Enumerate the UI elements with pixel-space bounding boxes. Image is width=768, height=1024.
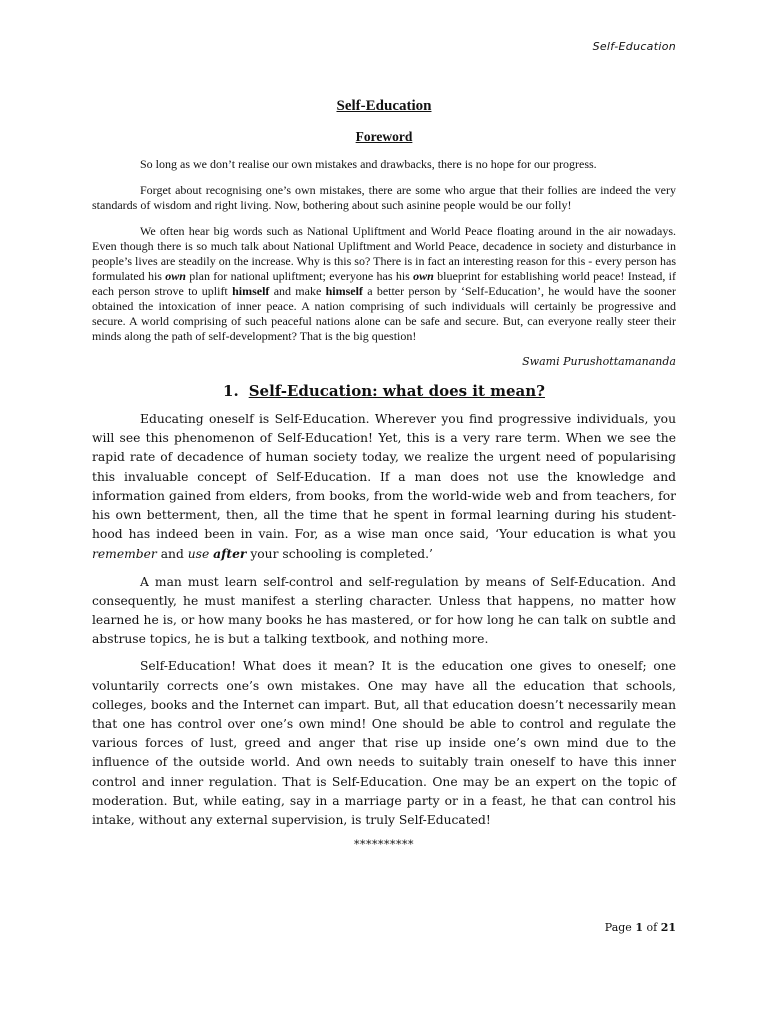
section-1-heading [92,382,676,400]
running-header: Self-Education [592,40,676,53]
foreword-signature: Swami Purushottamananda [522,355,676,368]
section-1-paragraph-3: Self-Education! What does it mean? It is the education one gives to oneself; one voluntarily corrects one’s own mistakes. One may have all the education that schools, colleges, books and the Internet can impart. But, all that education doesn’t necessarily mean that one has control over one’s own mind! One should be able to control and regulate the various forces of lust, greed and anger that rise up inside one’s own mind due to the influence of the outside world. And own needs to suitably train oneself to have this inner control and inner regulation. That is Self-Education. One may be an expert on the topic of moderation. But, while eating, say in a marriage party or in a feast, he that can control his intake, without any external supervision, is truly Self-Educated! [92,659,676,828]
foreword-paragraph-2: Forget about recognising one’s own mistakes, there are some who argue that their follies are indeed the very standards of wisdom and right living. Now, bothering about such asinine people would be our folly! [92,183,676,212]
section-1-paragraph-1: Educating oneself is Self-Education. Wherever you find progressive individuals, you will see this phenomenon of Self-Education! Yet, this is a very rare term. When we see the rapid rate of decadence of human society today, we realize the urgent need of popularising this invaluable concept of Self-Education. If a man does not use the knowledge and information gained from elders, from books, from the world-wide web and from teachers, for his own betterment, then, all the time that he spent in formal learning during his student-hood has indeed been in vain. For, as a wise man once said, ‘Your education is what you remember and use after your schooling is completed.’ [92,412,676,562]
foreword-heading: Foreword [355,129,413,144]
section-1-paragraph-2: A man must learn self-control and self-regulation by means of Self-Education. And consequently, he must manifest a sterling character. Unless that happens, no matter how learned he is, or how many books he has mastered, or for how long he can talk on subtle and abstruse topics, he is but a talking textbook, and nothing more. [92,574,676,647]
section-1-number: 1. [223,382,239,400]
page-number-footer: Page 1 of 21 [604,921,676,934]
foreword-paragraph-1: So long as we don’t realise our own mistakes and drawbacks, there is no hope for our progress. [140,157,597,171]
document-title: Self-Education [336,98,432,114]
section-1-title: Self-Education: what does it mean? [248,382,545,400]
section-separator: ********** [354,838,414,852]
foreword-paragraph-3: We often hear big words such as National Upliftment and World Peace floating around in the air nowadays. Even though there is so much talk about National Upliftment and World Peace, decadence in society and disturbance in people’s lives are steadily on the increase. Why is this so? There is in fact an interesting reason for this - every person has formulated his own plan for national upliftment; everyone has his own blueprint for establishing world peace! Instead, if each person strove to uplift himself and make himself a better person by ‘Self-Education’, he would have the sooner obtained the intoxication of inner peace. A nation comprising of such individuals will certainly be progressive and secure. A world comprising of such peaceful nations alone can be safe and secure. But, can everyone really steer their minds along the path of self-development? That is the big question! [92,224,677,343]
document-body [92,98,676,851]
